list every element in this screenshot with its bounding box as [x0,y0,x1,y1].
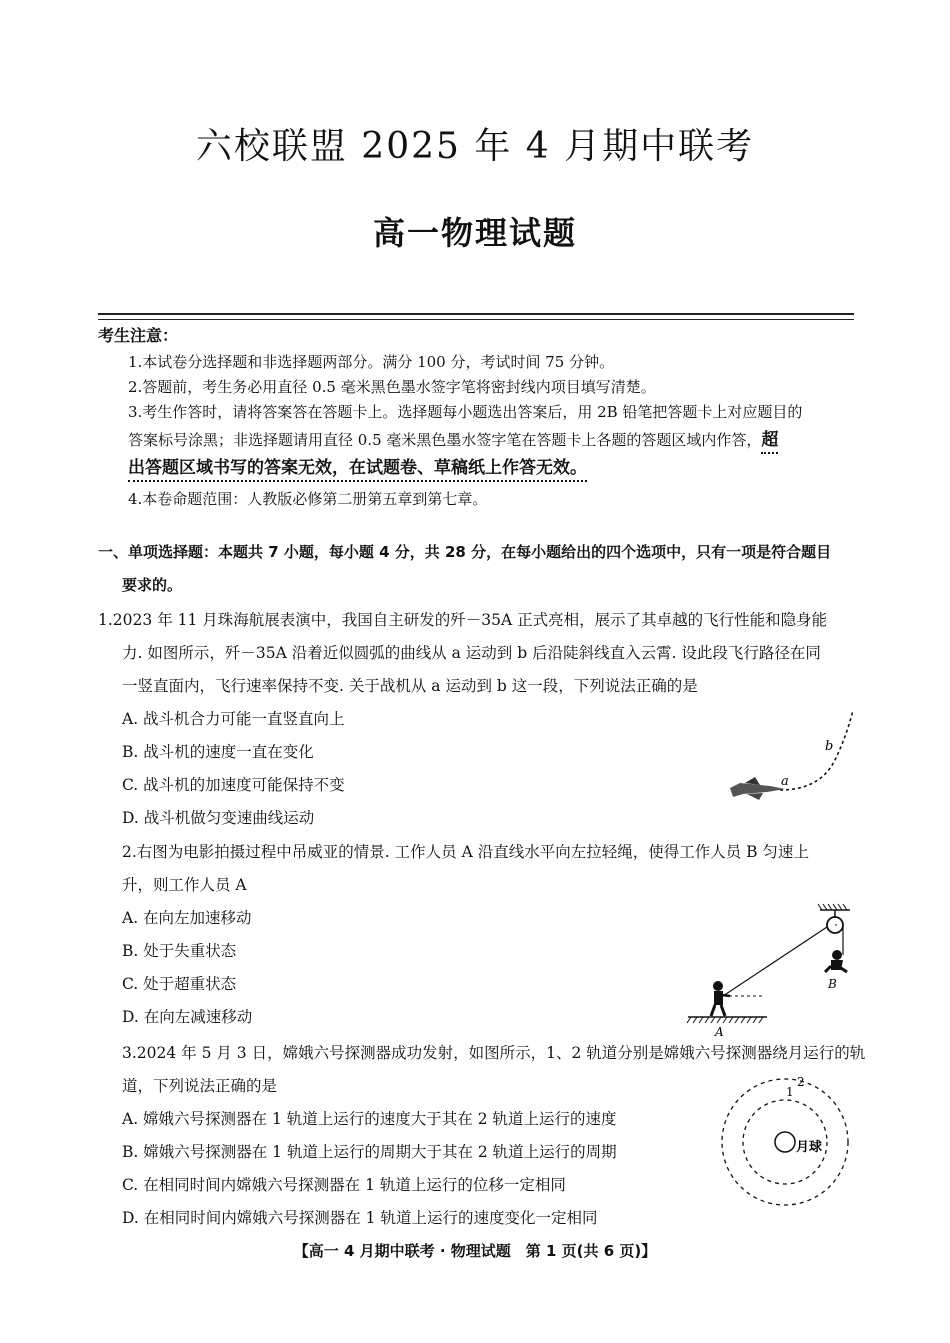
notice-item-3-line1: 3.考生作答时，请将答案答在答题卡上。选择题每小题选出答案后，用 2B 铅笔把答题卡上对应题目的 [128,403,803,421]
notice-emphasis-text: 出答题区域书写的答案无效，在试题卷、草稿纸上作答无效。 [128,458,587,482]
divider-thin [98,319,854,320]
q1-label-b: b [825,739,834,754]
moon-icon [775,1132,795,1152]
q2-label-b: B [828,977,837,991]
section-1-heading-cont: 要求的。 [122,576,183,594]
q3-orbit-figure [720,1070,860,1220]
q1-option-c: C. 战斗机的加速度可能保持不变 [122,776,345,794]
orbit-1-label: 1 [786,1085,794,1099]
divider-thick [98,313,854,315]
rope-slanted [723,927,827,996]
q2-stem-line2: 升，则工作人员 A [122,876,247,894]
notice-emphasis-start: 超 [761,430,778,454]
q1-stem-line2: 力. 如图所示，歼－35A 沿着近似圆弧的曲线从 a 运动到 b 后沿陡斜线直入云霄. 设此段飞行路径在同 [122,644,821,662]
q3-stem-line2: 道，下列说法正确的是 [122,1077,278,1095]
notice-item-4: 4.本卷命题范围：人教版必修第二册第五章到第七章。 [128,490,488,508]
q2-label-a: A [715,1025,724,1039]
q1-label-a: a [781,774,789,789]
notice-heading: 考生注意： [98,326,179,345]
orbit-2-label: 2 [797,1075,805,1089]
q3-option-a: A. 嫦娥六号探测器在 1 轨道上运行的速度大于其在 2 轨道上运行的速度 [122,1110,617,1128]
q3-option-b: B. 嫦娥六号探测器在 1 轨道上运行的周期大于其在 2 轨道上运行的周期 [122,1143,617,1161]
q2-option-b: B. 处于失重状态 [122,942,237,960]
ceiling-support [818,904,850,918]
notice-item-2: 2.答题前，考生务必用直径 0.5 毫米黑色墨水签字笔将密封线内项目填写清楚。 [128,378,656,396]
q2-stem-line1: 2.右图为电影拍摄过程中吊威亚的情景. 工作人员 A 沿直线水平向左拉轻绳，使得工作人员 B 匀速上 [122,843,809,861]
moon-label: 月球 [796,1140,823,1155]
q1-stem-line1: 1.2023 年 11 月珠海航展表演中，我国自主研发的歼－35A 正式亮相，展示了其卓越的飞行性能和隐身能 [98,611,828,629]
exam-title: 六校联盟 2025 年 4 月期中联考 [195,126,755,167]
q1-option-d: D. 战斗机做匀变速曲线运动 [122,809,315,827]
q2-option-d: D. 在向左减速移动 [122,1008,253,1026]
q3-option-d: D. 在相同时间内嫦娥六号探测器在 1 轨道上运行的速度变化一定相同 [122,1209,598,1227]
exam-subtitle: 高一物理试题 [372,214,577,252]
q1-option-b: B. 战斗机的速度一直在变化 [122,743,314,761]
q3-stem-line1: 3.2024 年 5 月 3 日，嫦娥六号探测器成功发射，如图所示，1、2 轨道分别是嫦娥六号探测器绕月运行的轨 [122,1044,866,1062]
q2-option-c: C. 处于超重状态 [122,975,237,993]
page-footer: 【高一 4 月期中联考 · 物理试题 第 1 页(共 6 页)】 [293,1242,657,1260]
notice-item-1: 1.本试卷分选择题和非选择题两部分。满分 100 分，考试时间 75 分钟。 [128,353,615,371]
q1-flight-path-figure [725,705,860,805]
q1-option-a: A. 战斗机合力可能一直竖直向上 [122,710,345,728]
section-1-heading: 一、单项选择题：本题共 7 小题，每小题 4 分，共 28 分，在每小题给出的四个选项中，只有一项是符合题目 [98,543,832,561]
q3-option-c: C. 在相同时间内嫦娥六号探测器在 1 轨道上运行的位移一定相同 [122,1176,566,1194]
q1-stem-line3: 一竖直面内，飞行速率保持不变. 关于战机从 a 运动到 b 这一段，下列说法正确的是 [122,677,698,695]
ground [687,1017,767,1023]
q2-wire-rig-figure [685,900,860,1040]
notice-item-3-emphasis [128,458,587,478]
worker-a-icon [711,981,730,1016]
worker-b-icon [825,950,847,972]
orbit-2 [722,1079,848,1205]
flight-path-curve [780,710,853,790]
q2-option-a: A. 在向左加速移动 [122,909,252,927]
fighter-jet-icon [730,777,785,800]
notice-item-3-line2-text: 答案标号涂黑；非选择题请用直径 0.5 毫米黑色墨水签字笔在答题卡上各题的答题区域内作答， [128,431,762,449]
notice-item-3-line2 [128,430,778,450]
